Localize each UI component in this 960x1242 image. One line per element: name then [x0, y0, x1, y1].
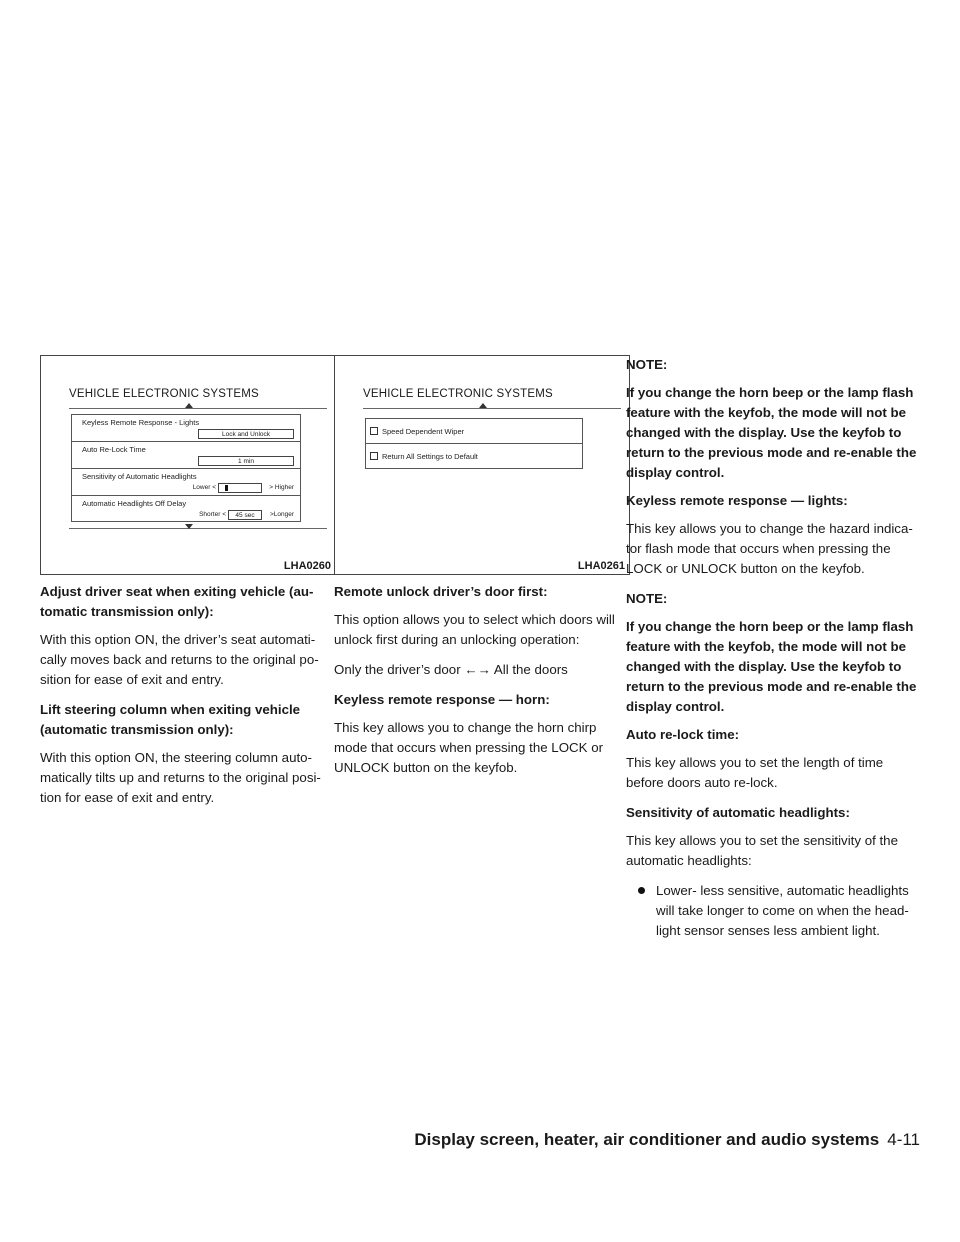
- sensitivity-slider: [218, 483, 262, 493]
- figure-code: LHA0261: [577, 560, 625, 572]
- note-label: NOTE:: [626, 357, 668, 372]
- heading-lift-steering: Lift steering column when exiting vehicle (automatic transmission only):: [40, 702, 301, 737]
- setting-label: Automatic Headlights Off Delay: [82, 499, 187, 508]
- setting-label: Keyless Remote Response - Lights: [82, 418, 200, 427]
- screen-title: VEHICLE ELECTRONIC SYSTEMS: [363, 388, 553, 400]
- heading-adjust-seat: Adjust driver seat when exiting vehicle (au-tomatic transmission only):: [40, 584, 314, 619]
- value-box: 45 sec: [228, 510, 262, 520]
- delay-left-label: Shorter <: [199, 511, 226, 518]
- slider-left-label: Lower <: [192, 484, 216, 491]
- heading-remote-unlock: Remote unlock driver’s door first:: [334, 584, 548, 599]
- setting-label: Return All Settings to Default: [382, 452, 478, 461]
- setting-label: Speed Dependent Wiper: [382, 427, 465, 436]
- setting-label: Auto Re-Lock Time: [82, 445, 146, 454]
- note-text: If you change the horn beep or the lamp flash feature with the keyfob, the mode will not be changed with the display. Use the keyfob to return to the previous mode and re-enable the display control.: [626, 385, 917, 480]
- value-box: 1 min: [198, 456, 294, 466]
- setting-row-keyless-lights[interactable]: [72, 415, 300, 442]
- bullet-icon: [638, 887, 645, 894]
- checkbox[interactable]: [370, 427, 378, 435]
- scroll-down-icon: [185, 524, 193, 529]
- divider: [69, 528, 327, 529]
- paragraph-headlight-sensitivity: This key allows you to set the sensitivity of the automatic headlights:: [626, 833, 898, 868]
- setting-row-auto-relock[interactable]: [72, 442, 300, 469]
- setting-row-headlight-sensitivity[interactable]: [72, 469, 300, 496]
- divider: [69, 408, 327, 409]
- heading-headlight-sensitivity: Sensitivity of automatic headlights:: [626, 805, 850, 820]
- settings-panel: [71, 414, 301, 522]
- delay-right-label: >Longer: [269, 511, 294, 518]
- setting-label: Sensitivity of Automatic Headlights: [82, 472, 197, 481]
- heading-keyless-lights: Keyless remote response — lights:: [626, 493, 848, 508]
- paragraph-keyless-lights: This key allows you to change the hazard indica-tor flash mode that occurs when pressing the LOCK or UNLOCK button on the keyfob.: [626, 521, 913, 576]
- setting-row-return-defaults[interactable]: [366, 444, 582, 470]
- paragraph-door-options: Only the driver’s door ←→ All the doors: [334, 662, 568, 677]
- settings-panel: [365, 418, 583, 469]
- setting-row-headlights-off-delay[interactable]: [72, 496, 300, 523]
- paragraph-remote-unlock: This option allows you to select which doors will unlock first during an unlocking operation:: [334, 612, 615, 647]
- setting-row-speed-dependent-wiper[interactable]: [366, 419, 582, 444]
- checkbox[interactable]: [370, 452, 378, 460]
- heading-auto-relock: Auto re-lock time:: [626, 727, 740, 742]
- note-text: If you change the horn beep or the lamp flash feature with the keyfob, the mode will not be changed with the display. Use the keyfob to return to the previous mode and re-enable the display control.: [626, 619, 917, 714]
- scroll-up-icon: [479, 403, 487, 408]
- column-1: [40, 582, 336, 818]
- note-label: NOTE:: [626, 591, 668, 606]
- figure-vehicle-electronic-systems-1: [40, 355, 336, 575]
- paragraph-adjust-seat: With this option ON, the driver’s seat automati-cally moves back and returns to the original po-sition for ease of exit and entry.: [40, 632, 319, 687]
- value-box: Lock and Unlock: [198, 429, 294, 439]
- page-number: 4-11: [887, 1130, 920, 1149]
- paragraph-auto-relock: This key allows you to set the length of time before doors auto re-lock.: [626, 755, 884, 790]
- list-item: [626, 881, 922, 941]
- figure-vehicle-electronic-systems-2: [334, 355, 630, 575]
- paragraph-keyless-horn: This key allows you to change the horn chirp mode that occurs when pressing the LOCK or UNLOCK button on the keyfob.: [334, 720, 604, 775]
- bullet-text: Lower- less sensitive, automatic headlights will take longer to come on when the head-light sensor senses less ambient light.: [656, 883, 909, 938]
- heading-keyless-horn: Keyless remote response — horn:: [334, 692, 550, 707]
- column-2: [334, 582, 630, 788]
- column-3: [626, 355, 922, 941]
- slider-thumb: [225, 485, 228, 491]
- screen-title: VEHICLE ELECTRONIC SYSTEMS: [69, 388, 259, 400]
- page-footer: [414, 1130, 920, 1150]
- section-title: Display screen, heater, air conditioner and audio systems: [414, 1130, 880, 1149]
- scroll-up-icon: [185, 403, 193, 408]
- figure-code: LHA0260: [283, 560, 331, 572]
- divider: [363, 408, 621, 409]
- slider-right-label: > Higher: [269, 484, 294, 491]
- paragraph-lift-steering: With this option ON, the steering column auto-matically tilts up and returns to the original posi-tion for ease of exit and entry.: [40, 750, 321, 805]
